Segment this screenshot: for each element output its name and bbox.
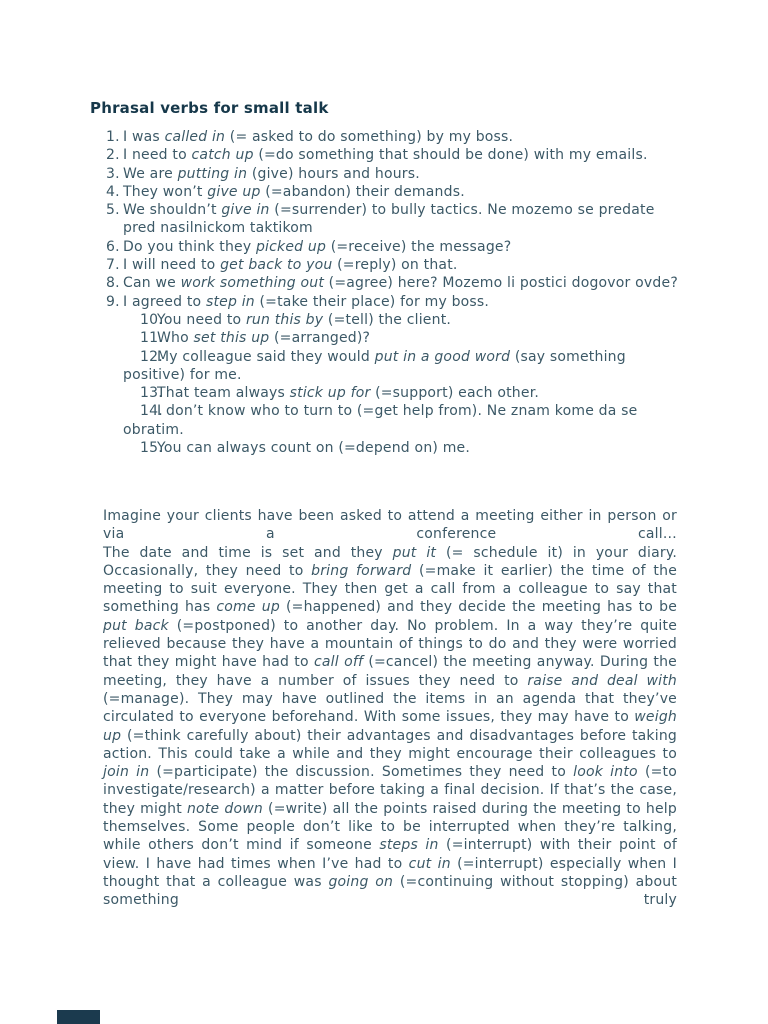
text-segment: (=cancel) the meeting anyway. During the meeting, they have a number of issues they need to (103, 654, 677, 689)
phrasal-verb-italic: put it (392, 544, 437, 561)
list-item (103, 311, 678, 329)
text-segment: (give) hours and hours. (247, 165, 420, 182)
phrasal-verb-italic: bring forward (311, 562, 412, 579)
text-segment: (=surrender) to bully tactics. Ne mozemo se predate pred nasilnickom taktikom (123, 202, 655, 237)
paragraph-intro (103, 507, 677, 544)
list-item (103, 274, 678, 292)
phrasal-verb-italic: come up (216, 599, 280, 616)
text-segment: They won’t (123, 183, 208, 200)
list-item (103, 165, 678, 183)
text-segment: I need to (123, 147, 192, 164)
list-item (103, 201, 678, 238)
text-segment: We are (123, 165, 178, 182)
text-segment: I don’t know who to turn to (=get help from). Ne znam kome da se obratim. (123, 403, 638, 438)
paragraph-body (103, 544, 677, 910)
text-segment: (=manage). They may have outlined the items in an agenda that they’ve circulated to everyone beforehand. With some issues, they may have to (103, 690, 677, 726)
list-item (103, 238, 678, 256)
text-segment: (=reply) on that. (332, 257, 458, 274)
phrasal-verb-italic: give up (207, 183, 261, 200)
text-segment: I agreed to (123, 293, 206, 310)
phrasal-verb-italic: raise and deal with (527, 672, 678, 689)
phrasal-verb-italic: going on (328, 873, 394, 890)
text-segment: (=abandon) their demands. (260, 183, 465, 200)
list-item (103, 329, 678, 347)
phrasal-verb-italic: called in (164, 129, 226, 145)
text-segment: Imagine your clients have been asked to attend a meeting either in person or via a conference call… (103, 508, 677, 543)
text-segment: (=arranged)? (269, 330, 371, 347)
phrasal-verb-italic: look into (573, 764, 638, 781)
article-paragraph (103, 507, 677, 910)
phrasal-verbs-list (103, 128, 678, 457)
phrasal-verb-italic: work something out (180, 275, 325, 292)
text-segment: I will need to (123, 257, 221, 274)
item-number: 5. (106, 202, 120, 219)
text-segment: (=agree) here? Mozemo li postici dogovor ovde? (324, 275, 678, 292)
text-segment: (= schedule it) in your diary. Occasionally, they need to (103, 544, 677, 579)
phrasal-verb-italic: put back (103, 617, 169, 634)
text-segment: (=think carefully about) their advantages and disadvantages before taking action. This could take a while and they might encourage their colleagues to (103, 727, 677, 762)
list-item (103, 146, 678, 164)
text-segment: (=to investigate/research) a matter before taking a final decision. If that’s the case, they might (103, 764, 677, 817)
phrasal-verb-italic: cut in (408, 855, 451, 872)
item-number: 3. (106, 165, 120, 182)
text-segment: (=take their place) for my boss. (254, 293, 490, 310)
item-number: 6. (106, 238, 120, 255)
text-segment: (=participate) the discussion. Sometimes they need to (149, 764, 574, 781)
text-segment: (=make it earlier) the time of the meeting to suit everyone. They then get a call from a colleague to say that something has (103, 562, 678, 616)
list-item (103, 183, 678, 201)
phrasal-verb-italic: run this by (245, 311, 324, 328)
phrasal-verb-italic: weigh up (103, 709, 677, 744)
text-segment: Who (157, 330, 194, 347)
item-number: 2. (106, 147, 120, 164)
item-number: 15. (140, 440, 163, 457)
text-segment: (say something positive) for me. (123, 348, 626, 383)
text-segment: (=write) all the points raised during the meeting to help themselves. Some people don’t like to be interrupted when they’re talking, while others don’t mind if someone (103, 800, 677, 854)
item-number: 11. (140, 330, 163, 347)
text-segment: (=interrupt) especially when I thought that a colleague was (103, 855, 677, 890)
text-segment: That team always (157, 385, 290, 402)
list-item (103, 293, 678, 311)
phrasal-verb-italic: give in (221, 202, 270, 219)
item-number: 8. (106, 275, 120, 292)
text-segment: The date and time is set and they (103, 544, 393, 561)
text-segment: (= asked to do something) by my boss. (225, 129, 514, 145)
text-segment: We shouldn’t (123, 202, 222, 219)
text-segment: (=continuing without stopping) about something truly (103, 873, 678, 909)
text-segment: Do you think they (123, 238, 256, 255)
text-segment: (=do something that should be done) with my emails. (253, 147, 648, 164)
text-segment: (=tell) the client. (323, 311, 452, 328)
phrasal-verb-italic: putting in (177, 165, 248, 182)
next-page-corner-block (57, 1010, 100, 1024)
text-segment: (=postponed) to another day. No problem. In a way they’re quite relieved because they have a mountain of things to do and they were worried that they might have had to (103, 617, 678, 671)
page-title: Phrasal verbs for small talk (90, 99, 329, 118)
phrasal-verb-italic: note down (186, 800, 263, 817)
phrasal-verb-italic: join in (103, 764, 150, 781)
phrasal-verb-italic: set this up (193, 330, 270, 347)
list-item (103, 256, 678, 274)
item-number: 14. (140, 403, 163, 420)
item-number: 1. (106, 129, 120, 145)
list-item (103, 384, 678, 402)
item-number: 4. (106, 183, 120, 200)
text-segment: I was (123, 129, 165, 145)
list-item (103, 439, 678, 457)
item-number: 7. (106, 257, 120, 274)
item-number: 9. (106, 293, 120, 310)
text-segment: You need to (157, 311, 246, 328)
list-item (103, 348, 678, 385)
text-segment: (=happened) and they decide the meeting has to be (279, 599, 678, 616)
item-number: 10. (140, 311, 163, 328)
text-segment: (=support) each other. (370, 385, 540, 402)
text-segment: (=interrupt) with their point of view. I have had times when I’ve had to (103, 837, 678, 872)
text-segment: (=receive) the message? (326, 238, 512, 255)
phrasal-verb-italic: call off (313, 654, 364, 671)
item-number: 13. (140, 385, 163, 402)
phrasal-verb-italic: put in a good word (374, 348, 511, 365)
phrasal-verb-italic: catch up (191, 147, 254, 164)
item-number: 12. (140, 348, 163, 365)
phrasal-verb-italic: steps in (379, 837, 439, 854)
phrasal-verb-italic: picked up (255, 238, 327, 255)
phrasal-verb-italic: get back to you (220, 257, 333, 274)
phrasal-verb-italic: stick up for (289, 385, 371, 402)
list-item (103, 128, 678, 146)
list-item (103, 402, 678, 439)
text-segment: My colleague said they would (157, 348, 375, 365)
text-segment: Can we (123, 275, 181, 292)
phrasal-verb-italic: step in (205, 293, 255, 310)
text-segment: You can always count on (=depend on) me. (157, 440, 470, 457)
